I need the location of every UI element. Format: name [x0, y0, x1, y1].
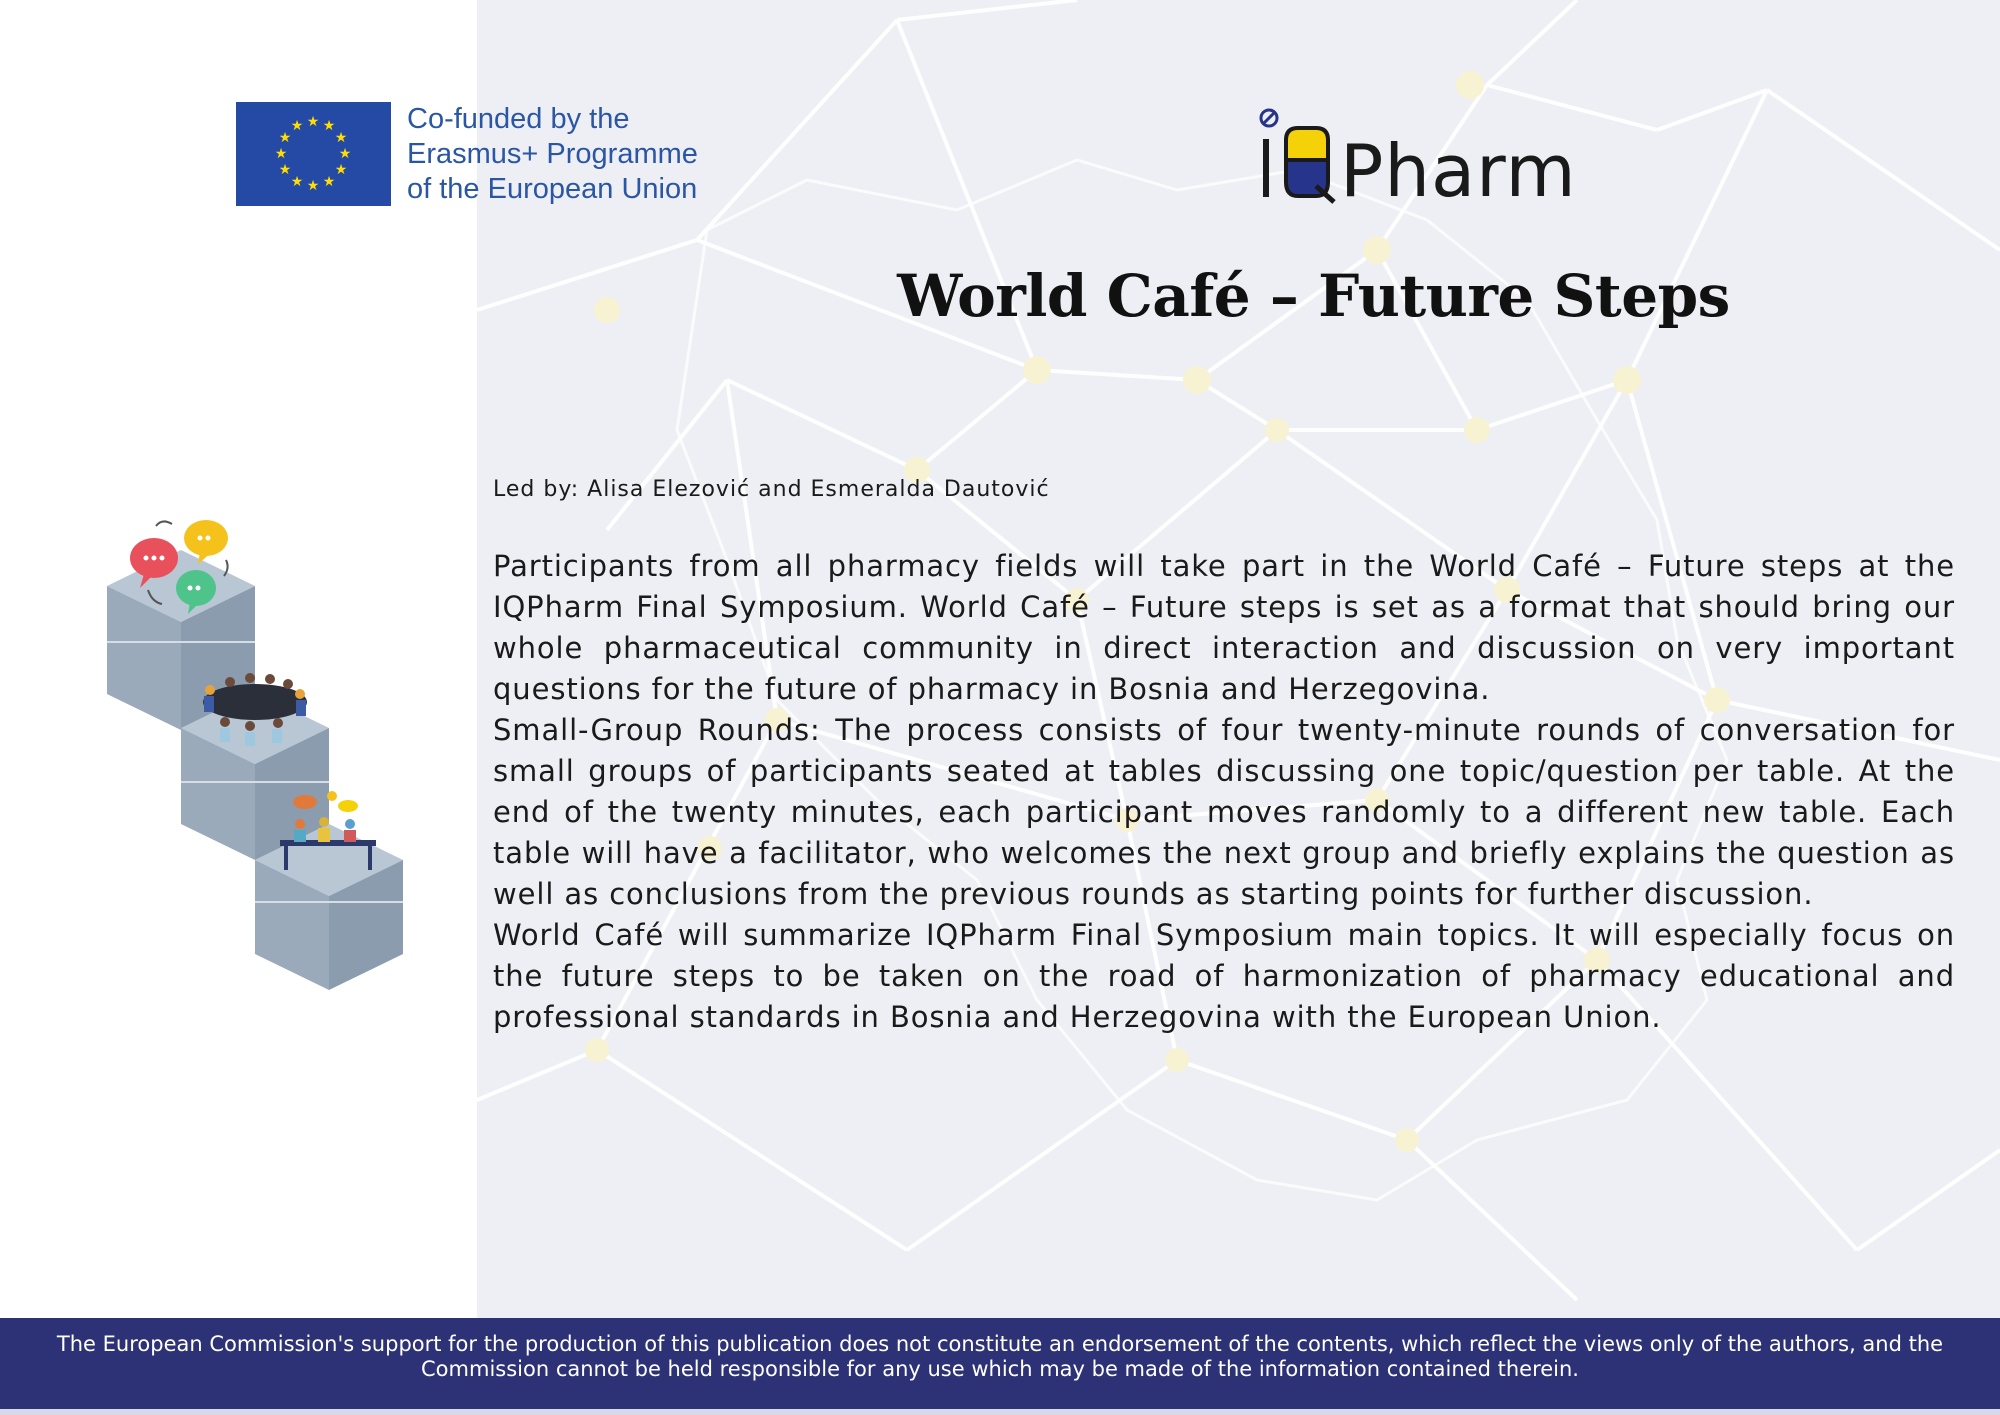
svg-text:★: ★ [334, 162, 348, 178]
footer-strip [0, 1409, 2000, 1415]
eu-disclaimer-footer [0, 1318, 2000, 1415]
svg-text:★: ★ [322, 174, 336, 190]
svg-text:★: ★ [306, 114, 320, 130]
svg-text:Pharm: Pharm [1340, 129, 1577, 204]
svg-text:★: ★ [278, 162, 292, 178]
pill-icon [1261, 110, 1277, 126]
svg-text:★: ★ [274, 146, 288, 162]
eu-cofunded-logo [236, 102, 698, 207]
svg-text:★: ★ [338, 146, 352, 162]
title-text: World Café – Future Steps [897, 262, 1730, 330]
svg-text:★: ★ [290, 118, 304, 134]
led-by-line: Led by: Alisa Elezović and Esmeralda Dautović [493, 477, 1050, 502]
world-cafe-illustration [100, 510, 420, 1000]
iqpharm-logo [1258, 104, 1658, 204]
eu-logo-text: Co-funded by the Erasmus+ Programme of the European Union [407, 103, 698, 205]
page-title [0, 262, 2000, 330]
svg-text:★: ★ [306, 178, 320, 194]
disclaimer-text: The European Commission's support for the production of this publication does not constitute an endorsement of the contents, which reflect the views only of the authors, and the Commission cannot be held responsible for any use which may be made of the information contained therein. [56, 1332, 1944, 1381]
eu-flag-icon [236, 102, 391, 206]
svg-text:★: ★ [322, 118, 336, 134]
svg-text:★: ★ [278, 130, 292, 146]
capsule-q-icon [1286, 128, 1334, 202]
description-body [493, 546, 1955, 1038]
paragraph-summary: World Café will summarize IQPharm Final Symposium main topics. It will especially focus on the future steps to be taken on the road of harmonization of pharmacy educational and professional standards in Bosnia and Herzegovina with the European Union. [493, 918, 1955, 1034]
paragraph-small-group-rounds: Small-Group Rounds: The process consists of four twenty-minute rounds of conversation for small groups of participants seated at tables discussing one topic/question per table. At the end of the twenty minutes, each participant moves randomly to a different new table. Each table will have a facilitator, who welcomes the next group and briefly explains the question as well as conclusions from the previous rounds as starting points for further discussion. [493, 713, 1955, 911]
paragraph-intro: Participants from all pharmacy fields will take part in the World Café – Future steps at the IQPharm Final Symposium. World Café – Future steps is set as a format that should bring our whole pharmaceutical community in direct interaction and discussion on very important questions for the future of pharmacy in Bosnia and Herzegovina. [493, 549, 1955, 706]
svg-text:★: ★ [290, 174, 304, 190]
svg-text:★: ★ [334, 130, 348, 146]
